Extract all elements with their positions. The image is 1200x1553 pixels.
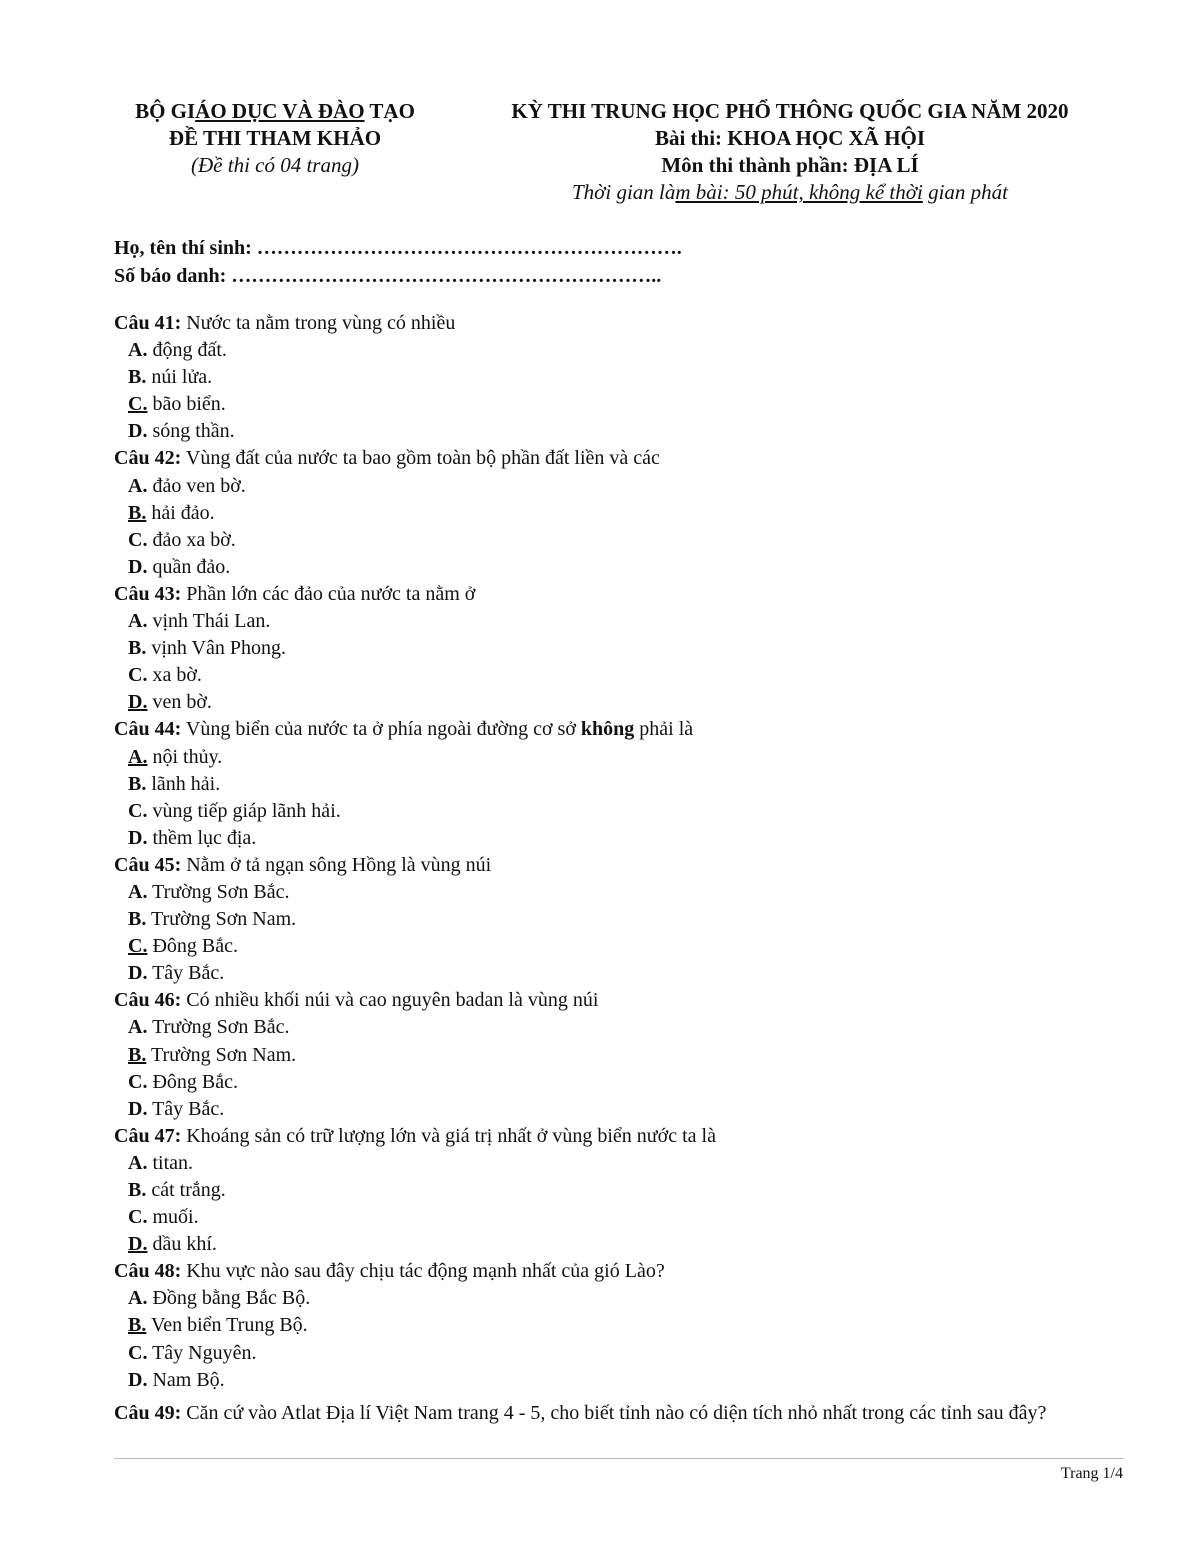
candidate-name-line: Họ, tên thí sinh: ………………………………………………………. bbox=[114, 237, 682, 259]
header-left bbox=[100, 98, 450, 179]
option-text: Nam Bộ. bbox=[147, 1368, 225, 1391]
question-43 bbox=[114, 581, 1124, 716]
question-text-emphasis: không bbox=[580, 718, 635, 741]
option-text: thềm lục địa. bbox=[147, 826, 257, 849]
option-letter-correct: B. bbox=[128, 1043, 147, 1066]
option-text: hải đảo. bbox=[146, 501, 215, 524]
option-text: động đất. bbox=[147, 339, 227, 362]
answer-option bbox=[114, 1340, 1124, 1367]
option-letter: D. bbox=[128, 1368, 148, 1391]
answer-option bbox=[114, 500, 1124, 527]
option-letter: A. bbox=[128, 1016, 148, 1039]
question-label: Câu 45: bbox=[114, 853, 182, 876]
option-letter: D. bbox=[128, 420, 148, 443]
answer-option bbox=[114, 1312, 1124, 1339]
option-text: titan. bbox=[147, 1151, 193, 1174]
option-letter: D. bbox=[128, 826, 148, 849]
option-text: Tây Bắc. bbox=[147, 962, 225, 985]
answer-option bbox=[114, 879, 1124, 906]
answer-option bbox=[114, 1014, 1124, 1041]
option-letter-correct: C. bbox=[128, 935, 148, 958]
question-stem bbox=[114, 852, 1124, 879]
option-letter: C. bbox=[128, 799, 148, 822]
option-text: Đông Bắc. bbox=[147, 1070, 238, 1093]
answer-option bbox=[114, 825, 1124, 852]
option-letter: C. bbox=[128, 1070, 148, 1093]
option-letter: A. bbox=[128, 339, 148, 362]
option-text: Tây Bắc. bbox=[147, 1097, 225, 1120]
question-text: Vùng biển của nước ta ở phía ngoài đường cơ sở bbox=[181, 718, 581, 741]
option-text: vịnh Thái Lan. bbox=[147, 610, 271, 633]
question-label: Câu 43: bbox=[114, 582, 182, 605]
option-letter: A. bbox=[128, 610, 148, 633]
question-stem bbox=[114, 1400, 1124, 1427]
question-stem bbox=[114, 987, 1124, 1014]
option-letter: A. bbox=[128, 1287, 148, 1310]
option-text: sóng thần. bbox=[147, 420, 235, 443]
answer-option bbox=[114, 1285, 1124, 1312]
option-text: đảo ven bờ. bbox=[147, 474, 246, 497]
option-letter: B. bbox=[128, 772, 147, 795]
option-text: bão biển. bbox=[147, 393, 226, 416]
answer-option bbox=[114, 1096, 1124, 1123]
answer-option bbox=[114, 798, 1124, 825]
ministry-name-part3: TẠO bbox=[364, 99, 415, 123]
option-letter: D. bbox=[128, 1097, 148, 1120]
test-line: Bài thi: KHOA HỌC XÃ HỘI bbox=[654, 126, 926, 150]
question-text: Căn cứ vào Atlat Địa lí Việt Nam trang 4 - 5, cho biết tỉnh nào có diện tích nhỏ nhất trong các tỉnh sau đây? bbox=[181, 1401, 1047, 1424]
option-letter-correct: B. bbox=[128, 501, 147, 524]
option-text: ven bờ. bbox=[147, 691, 212, 714]
ministry-name bbox=[100, 98, 450, 125]
page-number: Trang 1/4 bbox=[1060, 1465, 1123, 1482]
answer-option bbox=[114, 960, 1124, 987]
option-text: Tây Nguyên. bbox=[147, 1341, 257, 1364]
header-right bbox=[455, 98, 1125, 206]
option-letter-correct: B. bbox=[128, 1314, 147, 1337]
answer-option bbox=[114, 1150, 1124, 1177]
question-text: Khu vực nào sau đây chịu tác động mạnh nhất của gió Lào? bbox=[181, 1260, 665, 1283]
answer-option bbox=[114, 906, 1124, 933]
time-line-part2: m bài: 50 phút, không kể thời bbox=[675, 180, 923, 204]
option-letter: B. bbox=[128, 1179, 147, 1201]
option-letter-correct: C. bbox=[128, 393, 148, 416]
option-text: vùng tiếp giáp lãnh hải. bbox=[147, 799, 341, 822]
question-text: Nằm ở tả ngạn sông Hồng là vùng núi bbox=[181, 853, 492, 876]
option-letter: A. bbox=[128, 1151, 148, 1174]
question-label: Câu 47: bbox=[114, 1124, 182, 1147]
option-letter: C. bbox=[128, 1206, 148, 1229]
question-label: Câu 48: bbox=[114, 1260, 182, 1283]
candidate-id-line: Số báo danh: ……………………………………………………….. bbox=[114, 265, 662, 287]
question-stem bbox=[114, 581, 1124, 608]
question-text: phải là bbox=[634, 718, 694, 741]
question-45 bbox=[114, 852, 1124, 987]
pages-note: (Đề thi có 04 trang) bbox=[191, 153, 359, 177]
question-list bbox=[114, 310, 1124, 1427]
option-letter-correct: D. bbox=[128, 691, 148, 714]
option-letter: B. bbox=[128, 908, 147, 931]
subject-line: Môn thi thành phần: ĐỊA LÍ bbox=[661, 153, 919, 177]
option-text: quần đảo. bbox=[147, 555, 231, 578]
option-letter: B. bbox=[128, 366, 147, 389]
question-47 bbox=[114, 1123, 1124, 1258]
question-stem bbox=[114, 1123, 1124, 1150]
option-letter: C. bbox=[128, 1341, 148, 1364]
question-text: Vùng đất của nước ta bao gồm toàn bộ phần đất liền và các bbox=[181, 447, 660, 470]
question-text: Có nhiều khối núi và cao nguyên badan là vùng núi bbox=[181, 989, 599, 1012]
option-letter: C. bbox=[128, 528, 148, 551]
answer-option bbox=[114, 1204, 1124, 1231]
ministry-name-part2: ÁO DỤC VÀ ĐÀO bbox=[195, 99, 365, 123]
question-label: Câu 42: bbox=[114, 447, 182, 470]
question-label: Câu 46: bbox=[114, 989, 182, 1012]
answer-option bbox=[114, 554, 1124, 581]
time-line-part1: Thời gian là bbox=[572, 180, 676, 204]
answer-option bbox=[114, 933, 1124, 960]
option-letter: A. bbox=[128, 474, 148, 497]
question-stem bbox=[114, 310, 1124, 337]
question-text: Nước ta nằm trong vùng có nhiều bbox=[181, 312, 456, 334]
option-text: dầu khí. bbox=[147, 1233, 217, 1256]
option-text: Trường Sơn Nam. bbox=[146, 1043, 297, 1066]
option-letter: C. bbox=[128, 664, 148, 687]
answer-option bbox=[114, 1367, 1124, 1394]
option-letter: A. bbox=[128, 880, 148, 903]
answer-option bbox=[114, 1231, 1124, 1258]
option-text: cát trắng. bbox=[146, 1179, 226, 1201]
answer-option bbox=[114, 527, 1124, 554]
candidate-info bbox=[114, 234, 682, 290]
option-text: Trường Sơn Bắc. bbox=[147, 880, 290, 903]
option-text: vịnh Vân Phong. bbox=[146, 637, 286, 660]
option-text: Đông Bắc. bbox=[147, 935, 238, 958]
question-label: Câu 49: bbox=[114, 1401, 182, 1424]
option-text: núi lửa. bbox=[146, 366, 213, 389]
answer-option bbox=[114, 744, 1124, 771]
question-48 bbox=[114, 1258, 1124, 1393]
question-stem bbox=[114, 1258, 1124, 1285]
time-line bbox=[455, 179, 1125, 206]
question-stem bbox=[114, 445, 1124, 472]
time-line-part3: gian phát bbox=[922, 180, 1008, 204]
option-text: Ven biển Trung Bộ. bbox=[146, 1314, 308, 1337]
answer-option bbox=[114, 689, 1124, 716]
answer-option bbox=[114, 418, 1124, 445]
footer-divider bbox=[114, 1458, 1124, 1459]
answer-option bbox=[114, 1042, 1124, 1069]
question-label: Câu 44: bbox=[114, 718, 182, 741]
option-text: Trường Sơn Nam. bbox=[146, 908, 297, 931]
question-46 bbox=[114, 987, 1124, 1122]
answer-option bbox=[114, 662, 1124, 689]
exam-type: ĐỀ THI THAM KHẢO bbox=[168, 126, 382, 150]
option-letter: B. bbox=[128, 637, 147, 660]
answer-option bbox=[114, 608, 1124, 635]
answer-option bbox=[114, 771, 1124, 798]
option-text: nội thủy. bbox=[147, 745, 223, 768]
answer-option bbox=[114, 364, 1124, 391]
ministry-name-part1: BỘ GI bbox=[135, 99, 196, 123]
question-stem bbox=[114, 716, 1124, 743]
option-letter: D. bbox=[128, 555, 148, 578]
answer-option bbox=[114, 391, 1124, 418]
answer-option bbox=[114, 635, 1124, 662]
question-label: Câu 41: bbox=[114, 312, 182, 334]
answer-option bbox=[114, 1069, 1124, 1096]
answer-option bbox=[114, 337, 1124, 364]
option-letter-correct: A. bbox=[128, 745, 148, 768]
option-letter-correct: D. bbox=[128, 1233, 148, 1256]
exam-title: KỲ THI TRUNG HỌC PHỔ THÔNG QUỐC GIA NĂM 2020 bbox=[511, 99, 1069, 123]
question-41 bbox=[114, 310, 1124, 445]
option-text: xa bờ. bbox=[147, 664, 202, 687]
option-text: muối. bbox=[147, 1206, 199, 1229]
question-text: Khoáng sản có trữ lượng lớn và giá trị nhất ở vùng biển nước ta là bbox=[181, 1124, 716, 1147]
question-text: Phần lớn các đảo của nước ta nằm ở bbox=[181, 582, 476, 605]
option-text: Trường Sơn Bắc. bbox=[147, 1016, 290, 1039]
option-text: lãnh hải. bbox=[146, 772, 221, 795]
option-text: đảo xa bờ. bbox=[147, 528, 236, 551]
question-49 bbox=[114, 1400, 1124, 1427]
answer-option bbox=[114, 473, 1124, 500]
answer-option bbox=[114, 1177, 1124, 1204]
option-letter: D. bbox=[128, 962, 148, 985]
question-42 bbox=[114, 445, 1124, 580]
question-44 bbox=[114, 716, 1124, 851]
option-text: Đồng bằng Bắc Bộ. bbox=[147, 1287, 311, 1310]
